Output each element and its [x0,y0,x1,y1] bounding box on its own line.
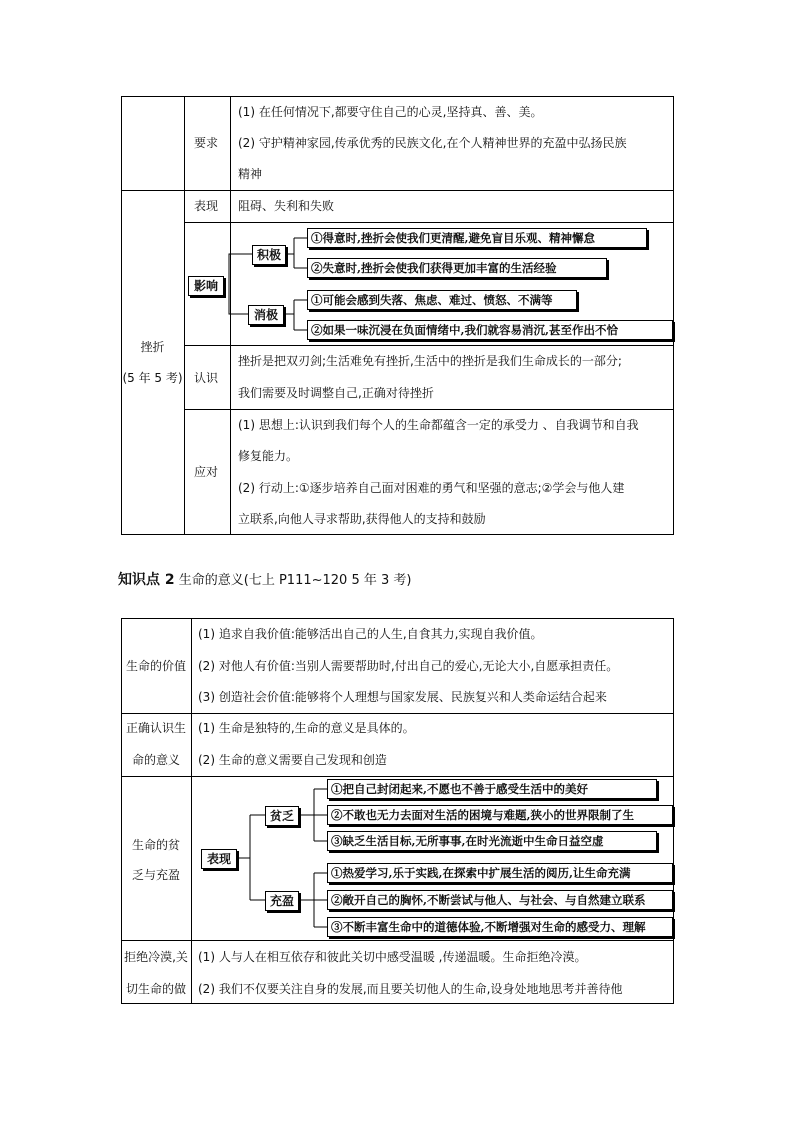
requirement-line-2: (2) 守护精神家园,传承优秀的民族文化,在个人精神世界的充盈中弘扬民族 [238,136,627,150]
section-heading-prefix: 知识点 2 [118,572,175,588]
table1-divider-col1 [184,96,185,535]
poverty-item-1: ①把自己封闭起来,不愿也不善于感受生活中的美好 [327,779,657,799]
coping-line-3: (2) 行动上:①逐步培养自己面对困难的勇气和坚强的意志;②学会与他人建 [238,481,625,495]
positive-item-2: ②失意时,挫折会使我们获得更加丰富的生活经验 [307,258,607,278]
meaning-line-1: (1) 生命是独特的,生命的意义是具体的。 [198,721,415,735]
section-heading [118,569,411,589]
reject-indifference-label-line-2: 切生命的做 [125,982,186,996]
requirement-label: 要求 [194,136,219,150]
coping-line-2: 修复能力。 [238,449,299,463]
recognition-line-1: 挫折是把双刃剑;生活难免有挫折,生活中的挫折是我们生命成长的一部分; [238,354,622,368]
reject-indifference-label-line-1: 拒绝冷漠,关 [124,950,188,964]
table2-divider-col [191,618,192,1004]
recognition-label: 认识 [194,371,219,385]
richness-item-3: ③不断丰富生命中的道德体验,不断增强对生命的感受力、理解 [327,917,673,937]
recognition-line-2: 我们需要及时调整自己,正确对待挫折 [238,386,434,400]
requirement-line-1: (1) 在任何情况下,都要守住自己的心灵,坚持真、善、美。 [238,105,543,119]
table1-divider-col2 [230,96,231,535]
poverty-richness-label-line-2: 乏与充盈 [131,868,180,882]
table2-divider-row1 [121,713,674,714]
negative-item-2: ②如果一味沉浸在负面情绪中,我们就容易消沉,甚至作出不恰 [307,320,673,340]
richness-item-2: ②敞开自己的胸怀,不断尝试与他人、与社会、与自然建立联系 [327,890,673,910]
table1-divider-row1 [121,190,674,191]
richness-label: 充盈 [265,891,299,911]
table2-divider-row3 [121,940,674,941]
table1-divider-row3 [184,345,674,346]
coping-line-4: 立联系,向他人寻求帮助,获得他人的支持和鼓励 [238,512,486,526]
negative-label: 消极 [248,305,284,325]
poverty-label: 贫乏 [265,806,299,826]
reject-line-1: (1) 人与人在相互依存和彼此关切中感受温暖 ,传递温暖。生命拒绝冷漠。 [198,950,587,964]
value-line-3: (3) 创造社会价值:能够将个人理想与国家发展、民族复兴和人类命运结合起来 [198,690,607,704]
setback-label: 挫折 [140,340,165,354]
meaning-label-line-1: 正确认识生 [125,721,186,735]
setback-exam-count: (5 年 5 考) [122,371,183,385]
value-line-2: (2) 对他人有价值:当别人需要帮助时,付出自己的爱心,无论大小,自愿承担责任。 [198,659,619,673]
expression-label: 表现 [201,849,237,869]
poverty-item-3: ③缺乏生活目标,无所事事,在时光流逝中生命日益空虚 [327,831,657,851]
coping-line-1: (1) 思想上:认识到我们每个人的生命都蕴含一定的承受力 、自我调节和自我 [238,418,639,432]
value-line-1: (1) 追求自我价值:能够活出自己的人生,自食其力,实现自我价值。 [198,627,543,641]
positive-item-1: ①得意时,挫折会使我们更清醒,避免盲目乐观、精神懈怠 [307,228,647,248]
meaning-label-line-2: 命的意义 [131,753,180,767]
reject-line-2: (2) 我们不仅要关注自身的发展,而且要关切他人的生命,设身处地地思考并善待他 [198,982,623,996]
table1-divider-row2 [184,222,674,223]
richness-item-1: ①热爱学习,乐于实践,在探索中扩展生活的阅历,让生命充满 [327,863,673,883]
performance-label: 表现 [194,199,219,213]
poverty-item-2: ②不敢也无力去面对生活的困境与难题,狭小的世界限制了生 [327,805,673,825]
section-heading-text: 生命的意义(七上 P111~120 5 年 3 考) [174,573,412,588]
table2-divider-row2 [121,776,674,777]
table1-divider-row4 [184,409,674,410]
positive-label: 积极 [252,245,286,265]
meaning-line-2: (2) 生命的意义需要自己发现和创造 [198,753,387,767]
influence-label: 影响 [188,276,224,296]
performance-text: 阻碍、失利和失败 [238,199,335,213]
requirement-line-3: 精神 [238,167,263,181]
value-of-life-label: 生命的价值 [125,659,186,673]
poverty-richness-label-line-1: 生命的贫 [131,838,180,852]
coping-label: 应对 [194,465,219,479]
negative-item-1: ①可能会感到失落、焦虑、难过、愤怒、不满等 [307,290,577,310]
